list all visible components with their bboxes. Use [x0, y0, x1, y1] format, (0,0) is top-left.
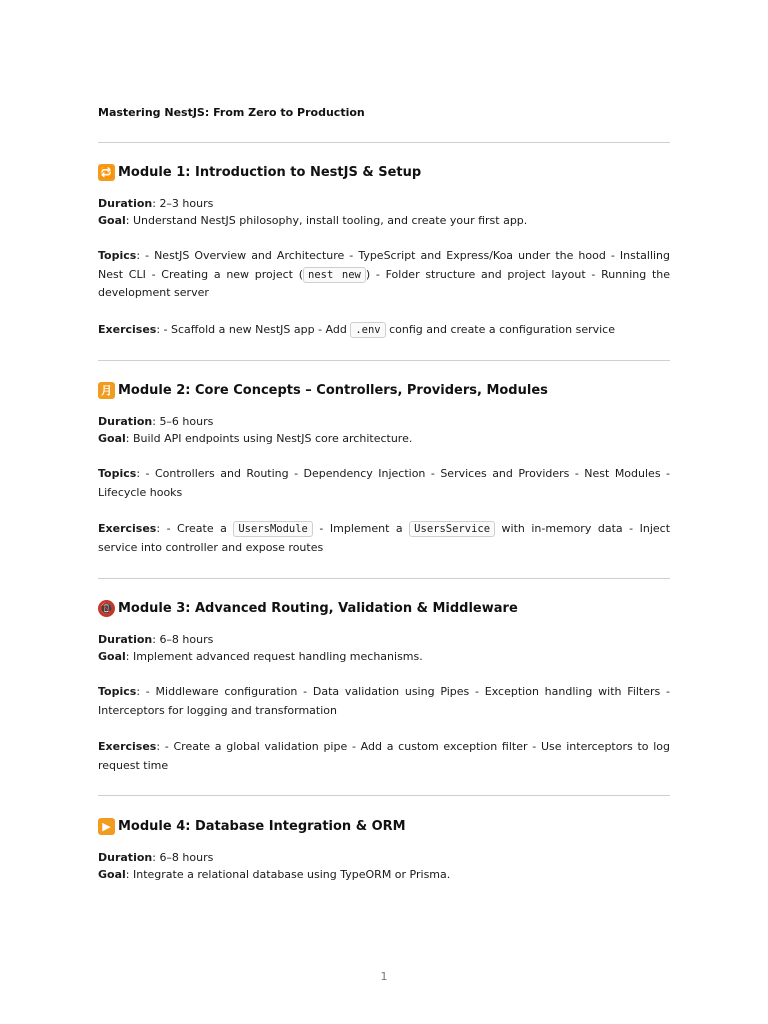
module-3-title: Module 3: Advanced Routing, Validation & Middleware — [118, 600, 518, 616]
module-3-topics: Topics: - Middleware configuration - Data validation using Pipes - Exception handling with Filters - Interceptors for logging and transformation — [98, 685, 670, 717]
module-3-duration: Duration: 6–8 hours — [98, 633, 214, 646]
document-title: Mastering NestJS: From Zero to Production — [98, 106, 365, 119]
module-1-duration: Duration: 2–3 hours — [98, 197, 214, 210]
module-4-duration: Duration: 6–8 hours — [98, 851, 214, 864]
no-phone-icon: 📵 — [99, 601, 114, 615]
module-1-heading — [98, 161, 670, 183]
divider — [98, 578, 670, 579]
module-2-exercises: Exercises: - Create a UsersModule - Implement a UsersService with in-memory data - Inject service into controller and expose routes — [98, 522, 671, 554]
play-icon: ▶ — [98, 818, 115, 835]
module-1-exercises: Exercises: - Scaffold a new NestJS app - Add .env config and create a configuration service — [98, 322, 615, 336]
module-1-goal: Goal: Understand NestJS philosophy, install tooling, and create your first app. — [98, 214, 528, 227]
module-2-heading — [98, 379, 670, 401]
divider — [98, 142, 670, 143]
divider — [98, 360, 670, 361]
inline-code: UsersModule — [233, 521, 313, 537]
inline-code: .env — [350, 322, 385, 338]
inline-code: nest new — [303, 267, 366, 283]
module-4-title: Module 4: Database Integration & ORM — [118, 818, 406, 834]
module-3-goal: Goal: Implement advanced request handling mechanisms. — [98, 650, 423, 663]
module-4-meta — [98, 849, 670, 883]
inline-code: UsersService — [409, 521, 495, 537]
module-4-section — [98, 815, 670, 883]
module-1-topics: Topics: - NestJS Overview and Architecture - TypeScript and Express/Koa under the hood - Installing Nest CLI - Creating a new project ( nest new ) - Folder structure and project layout - Running the development server — [98, 249, 671, 299]
divider — [98, 795, 670, 796]
module-1-meta — [98, 195, 670, 229]
module-3-heading — [98, 597, 670, 619]
module-4-goal: Goal: Integrate a relational database using TypeORM or Prisma. — [98, 868, 451, 881]
module-1-section — [98, 161, 670, 339]
module-3-section — [98, 597, 670, 775]
module-2-topics: Topics: - Controllers and Routing - Dependency Injection - Services and Providers - Nest Modules - Lifecycle hooks — [98, 467, 670, 499]
page-number: 1 — [380, 970, 388, 983]
repeat-icon: 🔁 — [99, 165, 114, 179]
module-4-heading — [98, 815, 670, 837]
module-2-title: Module 2: Core Concepts – Controllers, Providers, Modules — [118, 382, 548, 398]
calendar-icon: 月 — [98, 382, 115, 399]
module-2-goal: Goal: Build API endpoints using NestJS core architecture. — [98, 432, 413, 445]
module-1-title: Module 1: Introduction to NestJS & Setup — [118, 164, 422, 180]
module-2-section — [98, 379, 670, 557]
module-3-meta — [98, 631, 670, 665]
module-2-duration: Duration: 5–6 hours — [98, 415, 214, 428]
module-2-meta — [98, 413, 670, 447]
module-3-exercises: Exercises: - Create a global validation pipe - Add a custom exception filter - Use interceptors to log request time — [98, 740, 671, 772]
